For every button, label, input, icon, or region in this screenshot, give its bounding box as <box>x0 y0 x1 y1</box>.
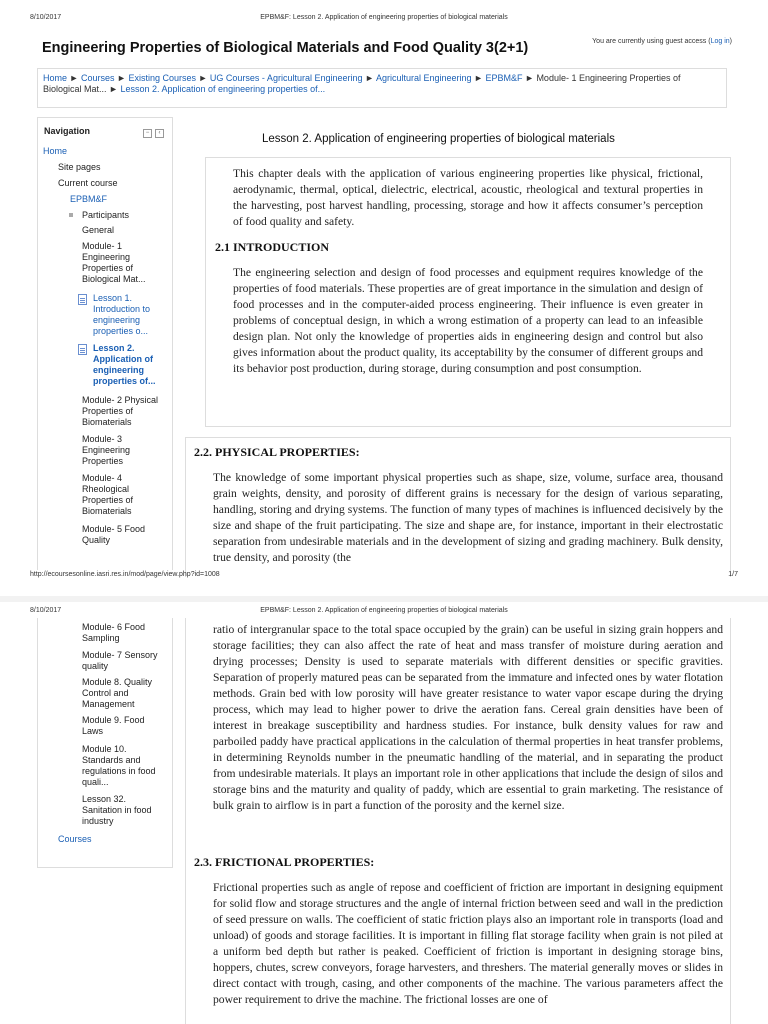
nav-courses[interactable]: Courses <box>58 834 92 844</box>
print-url: http://ecoursesonline.iasri.res.in/mod/page/view.php?id=1008 <box>30 571 220 578</box>
breadcrumb-separator: ► <box>198 73 208 83</box>
nav-module-1-line: Module- 1 <box>82 241 123 251</box>
nav-lesson-2-active[interactable] <box>93 343 156 387</box>
nav-module-6[interactable] <box>82 622 145 644</box>
nav-module-1-line: Engineering <box>82 252 131 262</box>
breadcrumb-module: Module- 1 Engineering Properties of Biological Mat... <box>43 73 681 94</box>
navigation-block <box>37 117 173 570</box>
nav-module-6-line: Sampling <box>82 633 120 643</box>
nav-module-3-line: Engineering <box>82 445 131 455</box>
nav-lesson-2-line: Lesson 2. <box>93 343 135 353</box>
nav-module-3[interactable] <box>82 434 130 467</box>
intro-paragraph: This chapter deals with the application of various engineering properties like physical, frictional, aerodynamic, thermal, optical, dielectric, electrical, acoustic, rheological and textural properties in the harvesting, post harvest handling, processing, storage and how it affects consumer’s perception of food quality and safety. <box>233 167 703 228</box>
nav-module-4-line: Rheological <box>82 484 130 494</box>
nav-module-9[interactable] <box>82 715 145 737</box>
breadcrumb-separator: ► <box>474 73 483 83</box>
navigation-heading: Navigation <box>44 126 91 136</box>
nav-module-7-line: Module- 7 Sensory <box>82 650 158 660</box>
breadcrumb-existing-courses[interactable]: Existing Courses <box>128 73 196 83</box>
site-title: Engineering Properties of Biological Materials and Food Quality 3(2+1) <box>42 40 529 56</box>
print-page-number: 1/7 <box>728 571 738 578</box>
nav-module-6-line: Module- 6 Food <box>82 622 146 632</box>
print-date: 8/10/2017 <box>30 14 62 21</box>
breadcrumb-home[interactable]: Home <box>43 73 68 83</box>
breadcrumb-courses[interactable]: Courses <box>80 73 115 83</box>
nav-site-pages[interactable]: Site pages <box>58 162 101 172</box>
nav-lesson-1-line: Introduction to <box>93 304 151 314</box>
breadcrumb-separator: ► <box>69 73 79 83</box>
nav-module-9-line: Module 9. Food <box>82 715 145 725</box>
nav-module-2-line: Properties of <box>82 406 134 416</box>
nav-module-8-line: Control and <box>82 688 129 698</box>
print-doc-title: EPBM&F: Lesson 2. Application of engineering properties of biological materials <box>260 14 508 21</box>
nav-module-1-line: Biological Mat... <box>82 274 146 284</box>
nav-module-10-line: quali... <box>82 777 109 787</box>
nav-module-10[interactable] <box>82 744 156 788</box>
nav-lesson-32-line: Lesson 32. <box>82 794 127 804</box>
nav-module-4-line: Properties of <box>82 495 134 505</box>
nav-lesson-2-line: Application of <box>93 354 153 364</box>
breadcrumb-epbmf[interactable]: EPBM&F <box>485 73 523 83</box>
nav-module-10-line: regulations in food <box>82 766 156 776</box>
breadcrumb-agricultural-engineering[interactable]: Agricultural Engineering <box>375 73 472 83</box>
dock-icon[interactable]: ‹ <box>155 129 164 138</box>
nav-module-10-line: Module 10. <box>82 744 127 754</box>
nav-lesson-1-line: Lesson 1. <box>93 293 133 303</box>
guest-text: You are currently using guest access ( <box>592 38 711 45</box>
section-heading-frictional-properties: 2.3. FRICTIONAL PROPERTIES: <box>194 855 375 869</box>
bullet-icon <box>69 213 73 217</box>
nav-module-4-line: Biomaterials <box>82 506 132 516</box>
nav-module-1-line: Properties of <box>82 263 134 273</box>
section-heading-introduction: 2.1 INTRODUCTION <box>215 240 330 254</box>
nav-module-8-line: Module 8. Quality <box>82 677 153 687</box>
frictional-properties-paragraph: Frictional properties such as angle of repose and coefficient of friction are important in designing equipment for solid flow and storage structures and the angle of internal friction between seed and wall in the prediction of seed pressure on walls. The coefficient of static friction plays also an important role in transports (load and unload) of goods and storage facilities. It is important in filling flat storage facility when grain is not piled at a uniform bed depth but rather is peaked. Coefficient of friction is important in designing storage bins, hoppers, chutes, screw conveyors, forage harvesters, and threshers. The material generally moves or slides in direct contact with trough, casing, and other components of the machine. The various parameters affect the power requirement to drive the machine. The frictional losses are one of <box>213 881 723 1006</box>
nav-module-5-line: Quality <box>82 535 111 545</box>
nav-module-8[interactable] <box>82 677 152 710</box>
nav-lesson-2-line: engineering <box>93 365 145 375</box>
nav-lesson-32[interactable] <box>82 794 152 827</box>
breadcrumb <box>37 68 727 108</box>
breadcrumb-separator: ► <box>117 73 126 83</box>
nav-module-7[interactable] <box>82 650 158 672</box>
nav-module-7-line: quality <box>82 661 109 671</box>
page-icon <box>78 294 87 305</box>
breadcrumb-ug-courses[interactable]: UG Courses - Agricultural Engineering <box>209 73 363 83</box>
breadcrumb-current-lesson[interactable]: Lesson 2. Application of engineering properties of... <box>120 84 326 94</box>
navigation-controls <box>140 126 164 138</box>
nav-module-2[interactable] <box>82 395 158 428</box>
nav-lesson-1-line: engineering <box>93 315 141 325</box>
print-page-2 <box>0 602 768 1024</box>
nav-module-2-line: Module- 2 Physical <box>82 395 159 405</box>
guest-access-info <box>592 38 732 45</box>
introduction-paragraph: The engineering selection and design of food processes and equipment requires knowledge of the properties of food materials. These properties are of great importance in the simulation and design of food processes and in the computer-aided process engineering. Their influence is even greater in problems of conceptual design, in which a wrong estimation of a property can lead to an infeasible design plan. Not only the knowledge of properties aids in engineering design and control but also gives information about the product quality, its acceptability by the consumer of different groups and its behavior post production, during storage, during consumption and post consumption. <box>233 266 703 375</box>
physical-properties-paragraph-part-1: The knowledge of some important physical properties such as shape, size, volume, surface area, thousand grain weights, density, and porosity of different grains is necessary for the design of various separating, handling, storing and drying systems. The function of many types of machines is influenced decisively by the size and shape of the fruit participating. The size and shape are, for instance, important in their electrostatic separation from undesirable materials and in the development of sizing and grading machinery. Bulk density, true density, and porosity (the <box>213 471 723 564</box>
nav-general[interactable]: General <box>82 225 115 235</box>
login-link[interactable]: Log in <box>710 38 730 45</box>
nav-module-8-line: Management <box>82 699 135 709</box>
nav-module-3-line: Module- 3 <box>82 434 123 444</box>
lesson-title: Lesson 2. Application of engineering properties of biological materials <box>262 133 615 145</box>
nav-module-4-line: Module- 4 <box>82 473 123 483</box>
nav-module-3-line: Properties <box>82 456 124 466</box>
nav-course-epbmf[interactable]: EPBM&F <box>70 194 108 204</box>
breadcrumb-separator: ► <box>109 84 118 94</box>
nav-module-5-line: Module- 5 Food <box>82 524 146 534</box>
section-heading-physical-properties: 2.2. PHYSICAL PROPERTIES: <box>194 445 360 459</box>
navigation-block-continued <box>37 618 173 868</box>
guest-close: ) <box>729 38 732 45</box>
nav-current-course[interactable]: Current course <box>58 178 118 188</box>
nav-lesson-1-line: properties o... <box>93 326 149 336</box>
nav-module-10-line: Standards and <box>82 755 141 765</box>
print-doc-title: EPBM&F: Lesson 2. Application of engineering properties of biological materials <box>260 607 508 614</box>
physical-properties-paragraph-part-2: ratio of intergranular space to the total space occupied by the grain) can be useful in sizing grain hoppers and storage facilities; they can also affect the rate of heat and mass transfer of moisture during aeration and drying processes; Density is used to separate materials with different densities or specific gravities. Separation of properly matured peas can be separated from the immature and infected ones by water flotation methods. Grain bed with low porosity will have greater resistance to water vapor escape during the drying process, which may lead to higher power to drive the aeration fans. Cereal grain densities have been of interest in breakage susceptibility and hardness studies. For instance, bulk density values for raw and parboiled paddy have practical applications in the calculation of thermal properties in heat transfer problems, in determining Reynolds number in the pneumatic handling of the material, and in separating the product from undesirable materials. It plays an important role in other applications that include the design of silos and storage bins and the maturity and quality of paddy, which are essential to grain marketing. The resistance of bulk grain to airflow is in part a function of the porosity and the kernel size. <box>213 623 723 812</box>
nav-module-1[interactable] <box>82 241 146 285</box>
nav-lesson-32-line: Sanitation in food <box>82 805 152 815</box>
nav-lesson-2-line: properties of... <box>93 376 156 386</box>
nav-home[interactable]: Home <box>43 146 68 156</box>
nav-module-9-line: Laws <box>82 726 104 736</box>
breadcrumb-separator: ► <box>365 73 374 83</box>
nav-lesson-1[interactable] <box>93 293 150 337</box>
collapse-icon[interactable]: − <box>143 129 152 138</box>
nav-lesson-32-line: industry <box>82 816 114 826</box>
nav-participants[interactable]: Participants <box>82 210 130 220</box>
nav-module-4[interactable] <box>82 473 133 517</box>
page-icon <box>78 344 87 355</box>
nav-module-2-line: Biomaterials <box>82 417 132 427</box>
nav-module-5[interactable] <box>82 524 145 546</box>
print-date: 8/10/2017 <box>30 607 62 614</box>
breadcrumb-separator: ► <box>525 73 534 83</box>
